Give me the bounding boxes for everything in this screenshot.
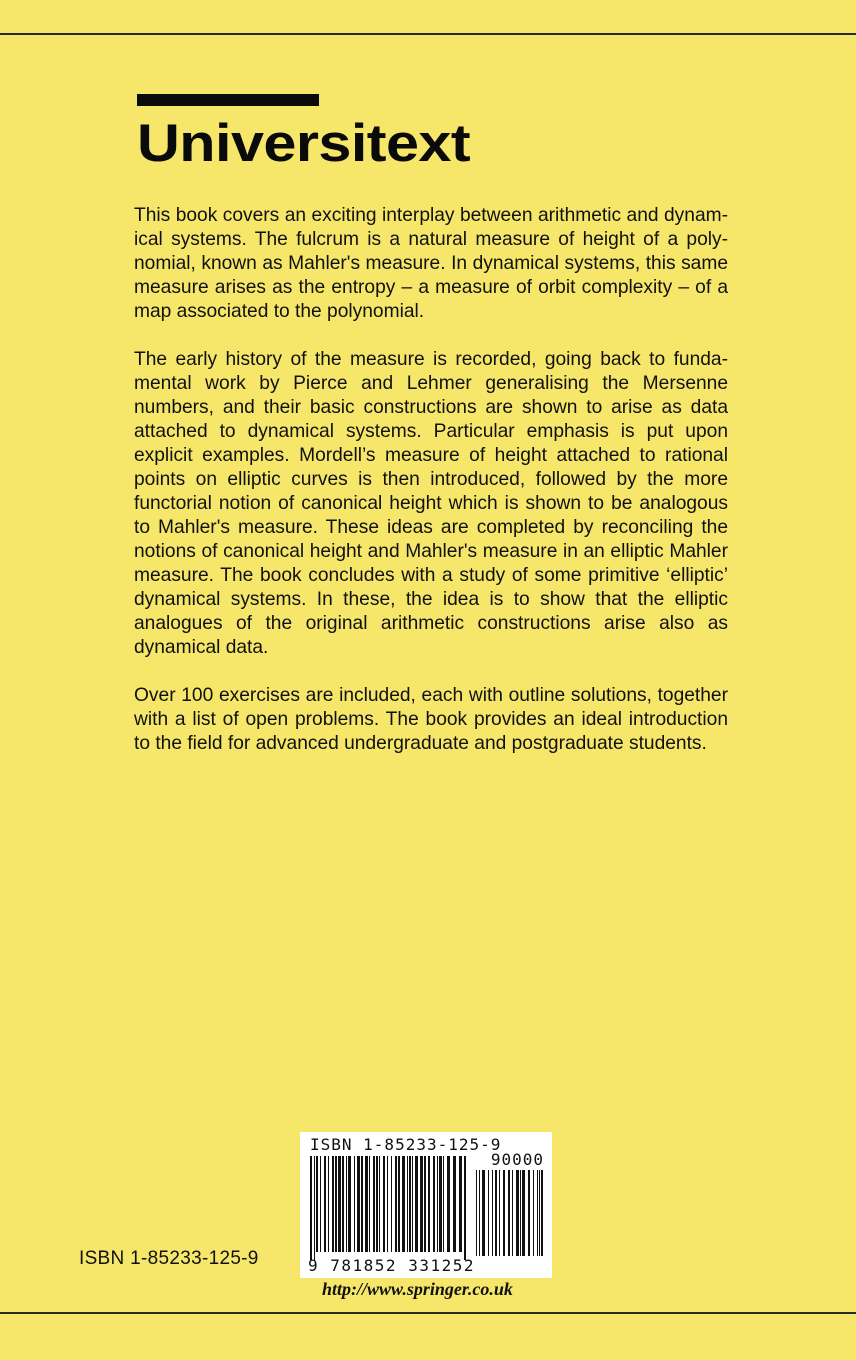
barcode-addon-number: 90000 [490,1150,544,1169]
blurb-paragraph-2: The early history of the measure is recorded, going back to fundamental work by Pierce and Lehmer generalising the Mersenne numbers, and their basic constructions are shown to arise as data attached to dynamical systems. Particular emphasis is put upon explicit examples. Mordell’s measure of height attached to rational points on elliptic curves is then introduced, followed by the more functorial notion of canonical height which is shown to be analogous to Mahler's measure. These ideas are completed by reconciling the notions of canonical height and Mahler's measure in an elliptic Mahler measure. The book concludes with a study of some primitive ‘elliptic’ dynamical systems. In these, the idea is to show that the elliptic analogues of the original arithmetic constructions arise also as dynamical data. [134,349,728,658]
barcode [300,1132,552,1278]
blurb-paragraph-3: Over 100 exercises are included, each with outline solutions, together with a list of open problems. The book provides an ideal introduction to the field for advanced undergraduate and postgraduate students. [134,685,728,754]
blurb-paragraph-1: This book covers an exciting interplay between arithmetic and dynamical systems. The fulcrum is a natural measure of height of a polynomial, known as Mahler's measure. In dynamical systems, this same measure arises as the entropy – a measure of orbit complexity – of a map associated to the polynomial. [134,205,728,322]
series-bar [137,94,319,106]
barcode-isbn-label: ISBN 1-85233-125-9 [310,1135,502,1154]
top-rule [0,33,856,35]
bottom-rule [0,1312,856,1314]
series-title: Universitext [137,114,471,173]
back-cover-blurb [134,204,728,780]
publisher-url: http://www.springer.co.uk [322,1279,513,1299]
barcode-ean-number: 9 781852 331252 [308,1256,475,1275]
isbn-text: ISBN 1-85233-125-9 [79,1248,259,1269]
